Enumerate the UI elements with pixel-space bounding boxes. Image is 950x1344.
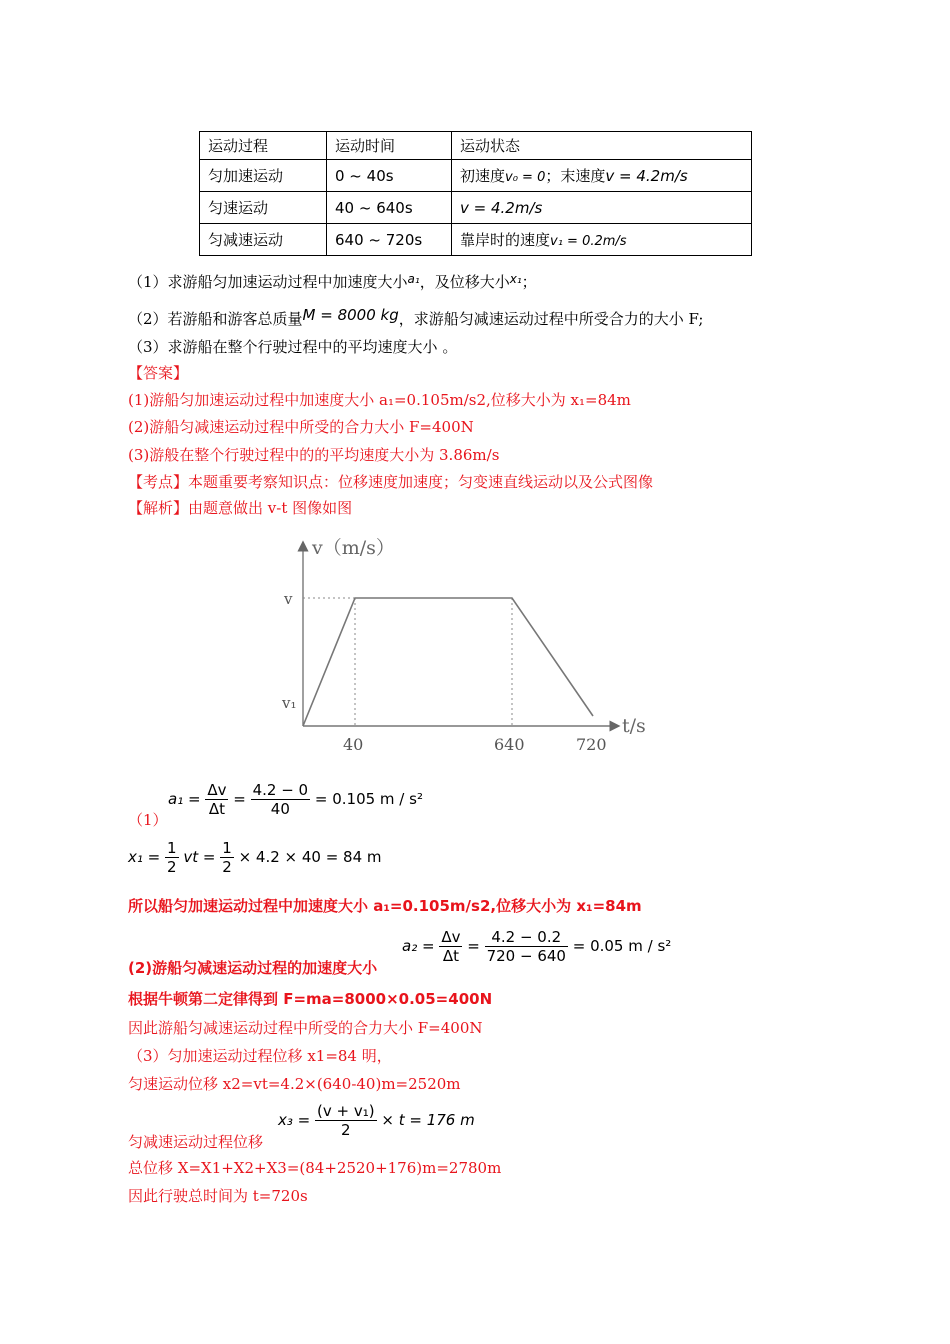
math-symbol: M = 8000 kg [302,306,399,324]
table-cell: 640 ~ 720s [327,224,452,256]
eq-rhs: = 0.05 m / s² [572,937,672,955]
kaodian-text: 本题重要考察知识点：位移速度加速度；匀变速直线运动以及公式图像 [188,473,654,491]
fraction [251,781,311,818]
table-header-cell: 运动时间 [327,132,452,160]
table-row [200,224,752,256]
frac-num: Δv [441,928,461,946]
fraction [165,839,179,876]
frac-num: 4.2 − 0.2 [485,928,568,947]
answer-heading: 【答案】 [128,364,189,382]
equation-x1 [128,839,382,876]
math-symbol: a₁ [407,272,420,286]
y-tick-label: v [284,590,293,608]
table-cell: v = 4.2m/s [452,192,752,224]
table-header-cell: 运动过程 [200,132,327,160]
y-tick-label: v₁ [282,694,297,712]
solution-part2-intro: (2)游船匀减速运动过程的加速度大小 [128,959,378,977]
answer-2: (2)游船匀减速运动过程中所受的合力大小 F=400N [128,418,474,436]
fraction [439,928,462,965]
fraction [205,781,228,818]
x-axis-label: t/s [622,715,646,737]
eq-rhs: × t = 176 m [381,1111,475,1129]
equation-a1: a₁ = $\frac{\Delta v}{\Delta t}$ = $\frac{4.2 - 0}{40}$ = 0.105 m / s² [168,781,423,818]
frac-num: 1 [167,839,177,857]
equation-x3 [278,1102,475,1139]
jiexi [128,497,352,518]
frac-den: 2 [341,1121,351,1139]
eq-lhs: a₁ = [168,790,201,808]
y-axis-label: v（m/s） [312,537,395,559]
table-cell-text: 靠岸时的速度 [460,231,551,249]
solution-total-displacement: 总位移 X=X1+X2+X3=(84+2520+176)m=2780m [128,1159,502,1177]
jiexi-label: 【解析】 [128,499,189,517]
table-cell [452,160,752,192]
frac-num: Δv [207,781,227,799]
table-cell-math: v₁ = 0.2m/s [550,234,627,249]
kaodian [128,471,653,492]
table-row [200,160,752,192]
motion-table [199,131,752,256]
solution-summary-1: 所以船匀加速运动过程中加速度大小 a₁=0.105m/s2,位移大小为 x₁=84m [128,897,642,915]
eq-lhs: a₂ = [402,937,435,955]
solution-part3-x2: 匀速运动位移 x2=vt=4.2×(640-40)m=2520m [128,1075,461,1093]
kaodian-label: 【考点】 [128,473,189,491]
frac-den: 40 [270,800,290,818]
vt-series-line [303,598,593,726]
table-cell-text: ； [545,167,561,185]
solution-part3-x3: 匀减速运动过程位移 [128,1133,264,1151]
vt-chart [270,528,670,758]
eq-rhs: = 0.105 m / s² [314,790,423,808]
math-symbol: x₁ [509,272,522,286]
question-text: （1）求游船匀加速运动过程中加速度大小 [128,273,408,291]
table-header-cell: 运动状态 [452,132,752,160]
table-header-row [200,132,752,160]
frac-den: Δt [442,947,459,965]
x-tick-label: 640 [494,735,525,754]
table-cell: 匀减速运动 [200,224,327,256]
frac-den: 2 [167,858,177,876]
question-1 [128,271,537,292]
question-text: ，及位移大小 [419,273,510,291]
table-cell [452,224,752,256]
question-text: ，求游船匀减速运动过程中所受合力的大小 F; [398,310,704,328]
table-cell-math: v = 4.2m/s [605,167,688,185]
frac-den: 2 [222,858,232,876]
eq-lhs: x₁ = [128,848,161,866]
frac-den: Δt [208,800,225,818]
solution-total-time: 因此行驶总时间为 t=720s [128,1187,308,1205]
solution-part3-x1: （3）匀加速运动过程位移 x1=84 明， [128,1047,392,1065]
eq-lhs: x₃ = [278,1111,311,1129]
frac-num: 1 [222,839,232,857]
answer-1: (1)游船匀加速运动过程中加速度大小 a₁=0.105m/s2,位移大小为 x₁=84m [128,391,631,409]
question-3: （3）求游船在整个行驶过程中的平均速度大小 。 [128,338,458,356]
question-2 [128,306,703,329]
table-cell: 40 ~ 640s [327,192,452,224]
fraction [485,928,568,965]
question-text: （2）若游船和游客总质量 [128,310,303,328]
fraction [220,839,234,876]
answer-3: (3)游般在整个行驶过程中的的平均速度大小为 3.86m/s [128,446,500,464]
solution-force: 因此游船匀减速运动过程中所受的合力大小 F=400N [128,1019,483,1037]
table-cell: 匀速运动 [200,192,327,224]
eq-rhs: × 4.2 × 40 = 84 m [238,848,382,866]
frac-num: 4.2 − 0 [252,781,309,799]
table-cell: 0 ~ 40s [327,160,452,192]
frac-num: (v + v₁) [317,1102,375,1120]
table-cell-text: 初速度 [460,167,506,185]
table-cell-math: v₀ = 0 [505,170,546,185]
x-tick-label: 720 [576,735,607,754]
frac-den: 720 − 640 [486,947,566,965]
fraction [315,1102,377,1139]
solution-part1-label: （1） [128,811,168,829]
eq-mid: vt = [183,848,216,866]
solution-newton: 根据牛顿第二定律得到 F=ma=8000×0.05=400N [128,990,493,1008]
question-text: ； [521,273,537,291]
x-tick-label: 40 [343,735,364,754]
table-row [200,192,752,224]
jiexi-text: 由题意做出 v-t 图像如图 [188,499,353,517]
equation-a2: a₂ = $\frac{\Delta v}{\Delta t}$ = $\frac{4.2 - 0.2}{720 - 640}$ = 0.05 m / s² [402,928,672,965]
table-cell-text: 末速度 [560,167,606,185]
table-cell: 匀加速运动 [200,160,327,192]
